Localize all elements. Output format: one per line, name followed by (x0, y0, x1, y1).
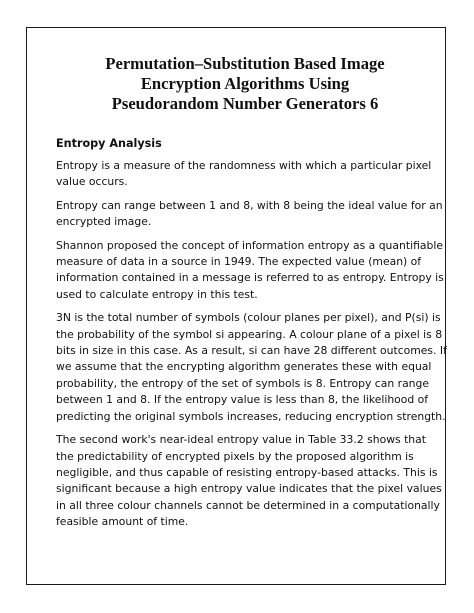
text-line: The second work's near-ideal entropy value in Table 33.2 shows that (56, 433, 427, 447)
text-line: the predictability of encrypted pixels by the proposed algorithm is (56, 449, 414, 463)
text-line: predicting the original symbols increases, reducing encryption strength. (56, 409, 446, 423)
text-line: significant because a high entropy value indicates that the pixel values (56, 482, 442, 496)
title-line: Encryption Algorithms Using (140, 74, 350, 93)
paragraph-entropy-definition (56, 158, 432, 191)
text-line: the probability of the symbol si appearing. A colour plane of a pixel is 8 (56, 327, 443, 341)
text-line: used to calculate entropy in this test. (56, 287, 258, 301)
text-line: Entropy can range between 1 and 8, with 8 being the ideal value for an (56, 198, 443, 212)
text-line: Shannon proposed the concept of information entropy as a quantifiable (56, 238, 443, 252)
text-line: value occurs. (56, 175, 128, 189)
paragraph-entropy-range (56, 198, 443, 231)
paragraph-shannon (56, 238, 444, 304)
text-line: in all three colour channels cannot be determined in a computationally (56, 498, 440, 512)
paragraph-symbols (56, 310, 447, 425)
text-line: bits in size in this case. As a result, si can have 28 different outcomes. If (56, 344, 447, 358)
text-line: we assume that the encrypting algorithm generates these with equal (56, 360, 432, 374)
section-heading: Entropy Analysis (56, 137, 162, 150)
document-title (56, 54, 426, 114)
text-line: between 1 and 8. If the entropy value is less than 8, the likelihood of (56, 393, 429, 407)
title-line: Pseudorandom Number Generators 6 (111, 94, 379, 113)
text-line: feasible amount of time. (56, 515, 189, 529)
title-line: Permutation–Substitution Based Image (105, 54, 385, 73)
text-line: measure of data in a source in 1949. The expected value (mean) of (56, 255, 422, 269)
page-content (56, 54, 447, 531)
text-line: encrypted image. (56, 215, 152, 229)
text-line: Entropy is a measure of the randomness with which a particular pixel (56, 159, 432, 172)
text-line: 3N is the total number of symbols (colour planes per pixel), and P(si) is (56, 311, 441, 325)
text-line: probability, the entropy of the set of symbols is 8. Entropy can range (56, 376, 430, 390)
text-line: information contained in a message is referred to as entropy. Entropy is (56, 271, 444, 285)
paragraph-results (56, 432, 442, 530)
text-line: negligible, and thus capable of resisting entropy-based attacks. This is (56, 465, 438, 479)
